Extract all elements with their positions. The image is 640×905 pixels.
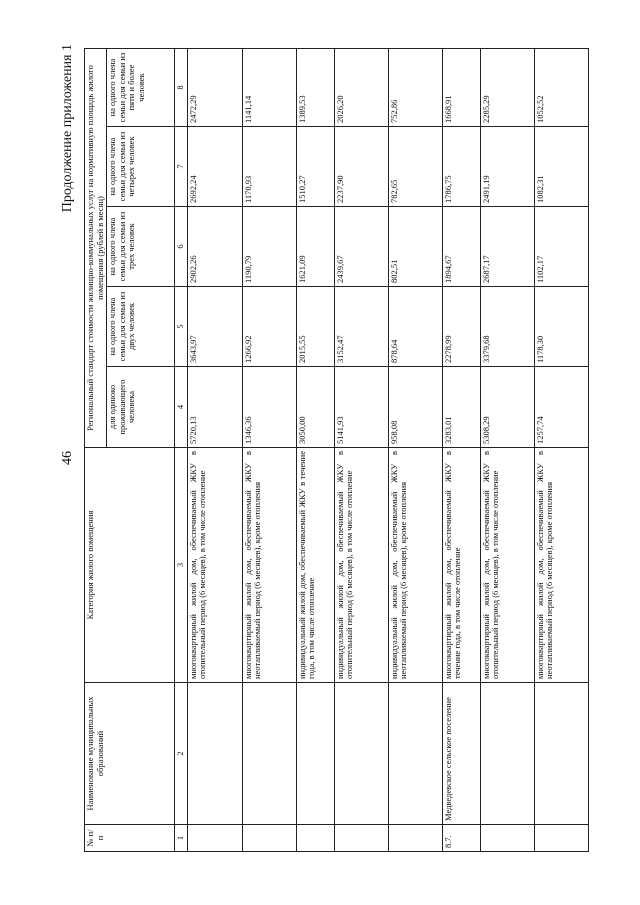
cost-value: 1346,36 [242, 367, 296, 448]
cost-value: 752,86 [388, 49, 442, 127]
dwelling-category: многоквартирный жилой дом, обеспечиваемый ЖКУ в отопительный период (6 месяцев), в том числе отопление [187, 448, 242, 683]
row-number [480, 825, 534, 852]
header-sub-single: для одиноко проживающего человека [107, 367, 175, 448]
municipality-name [296, 683, 334, 825]
col-number: 6 [175, 207, 188, 287]
header-sub-five: на одного члена семьи для семьи из пяти и более человек [107, 49, 175, 127]
col-number: 8 [175, 49, 188, 127]
cost-value: 1510,27 [296, 127, 334, 207]
cost-value: 1052,52 [534, 49, 588, 127]
cost-value: 1082,31 [534, 127, 588, 207]
cost-value: 2285,29 [480, 49, 534, 127]
dwelling-category: индивидуальный жилой дом, обеспечиваемый ЖКУ в отопительный период (6 месяцев), в том числе отопление [334, 448, 388, 683]
cost-value: 2278,99 [442, 287, 480, 367]
municipality-name [187, 683, 242, 825]
cost-value: 802,51 [388, 207, 442, 287]
table-row [334, 49, 388, 852]
cost-value: 2902,26 [187, 207, 242, 287]
cost-value: 2015,55 [296, 287, 334, 367]
header-municipality: Наименование муниципальных образований [85, 683, 175, 825]
row-number [296, 825, 334, 852]
cost-value: 3379,68 [480, 287, 534, 367]
table-row [242, 49, 296, 852]
cost-value: 958,08 [388, 367, 442, 448]
cost-value: 2692,24 [187, 127, 242, 207]
dwelling-category: многоквартирный жилой дом, обеспечиваемый ЖКУ в неотапливаемый период (6 месяцев), кроме отопления [534, 448, 588, 683]
cost-value: 3152,47 [334, 287, 388, 367]
table-row [187, 49, 242, 852]
cost-value: 2237,90 [334, 127, 388, 207]
cost-value: 1668,91 [442, 49, 480, 127]
cost-value: 1266,92 [242, 287, 296, 367]
row-number [334, 825, 388, 852]
cost-value: 1389,53 [296, 49, 334, 127]
cost-value: 2472,29 [187, 49, 242, 127]
dwelling-category: многоквартирный жилой дом, обеспечиваемый ЖКУ в неотапливаемый период (6 месяцев), кроме отопления [242, 448, 296, 683]
cost-value: 1102,17 [534, 207, 588, 287]
row-number [534, 825, 588, 852]
table-row [388, 49, 442, 852]
cost-value: 1141,14 [242, 49, 296, 127]
cost-value: 2439,67 [334, 207, 388, 287]
cost-value: 2026,20 [334, 49, 388, 127]
cost-value: 2687,17 [480, 207, 534, 287]
cost-value: 878,64 [388, 287, 442, 367]
dwelling-category: индивидуальный жилой дом, обеспечиваемый ЖКУ в течение года, в том числе отопление [296, 448, 334, 683]
cost-value: 2491,19 [480, 127, 534, 207]
col-number: 5 [175, 287, 188, 367]
dwelling-category: многоквартирный жилой дом, обеспечиваемый ЖКУ в течение года, в том числе отопление [442, 448, 480, 683]
table-row [442, 49, 480, 852]
header-sub-two: на одного члена семьи для семьи из двух человек [107, 287, 175, 367]
municipality-name [480, 683, 534, 825]
cost-value: 1786,75 [442, 127, 480, 207]
dwelling-category: многоквартирный жилой дом, обеспечиваемый ЖКУ в отопительный период (6 месяцев), в том числе отопление [480, 448, 534, 683]
col-number: 2 [175, 683, 188, 825]
row-number [187, 825, 242, 852]
header-row-1 [85, 49, 107, 852]
cost-value: 1257,74 [534, 367, 588, 448]
header-num: № п/п [85, 825, 175, 852]
cost-value: 5141,93 [334, 367, 388, 448]
cost-value: 1170,93 [242, 127, 296, 207]
column-number-row [175, 49, 188, 852]
header-group-standard: Региональный стандарт стоимости жилищно-коммунальных услуг на нормативную площадь жилого помещения (рублей в месяц) [85, 49, 107, 448]
tariff-table [84, 48, 589, 852]
header-sub-three: на одного члена семьи для семьи из трех человек [107, 207, 175, 287]
cost-value: 5308,29 [480, 367, 534, 448]
col-number: 3 [175, 448, 188, 683]
header-category: Категория жилого помещения [85, 448, 175, 683]
page-number: 46 [60, 451, 75, 465]
cost-value: 5720,13 [187, 367, 242, 448]
table-row [534, 49, 588, 852]
cost-value: 782,65 [388, 127, 442, 207]
cost-value: 3050,00 [296, 367, 334, 448]
dwelling-category: индивидуальный жилой дом, обеспечиваемый ЖКУ в неотапливаемый период (6 месяцев), кроме отопления [388, 448, 442, 683]
col-number: 4 [175, 367, 188, 448]
row-number [388, 825, 442, 852]
municipality-name [242, 683, 296, 825]
table-row [480, 49, 534, 852]
municipality-name [334, 683, 388, 825]
cost-value: 1190,79 [242, 207, 296, 287]
appendix-continuation-header: Продолжение приложения 1 [60, 44, 75, 213]
row-number: 8.7. [442, 825, 480, 852]
table-row [296, 49, 334, 852]
col-number: 7 [175, 127, 188, 207]
cost-value: 1178,30 [534, 287, 588, 367]
cost-value: 1621,09 [296, 207, 334, 287]
cost-value: 3283,01 [442, 367, 480, 448]
cost-value: 3643,97 [187, 287, 242, 367]
row-number [242, 825, 296, 852]
municipality-name [534, 683, 588, 825]
col-number: 1 [175, 825, 188, 852]
cost-value: 1894,67 [442, 207, 480, 287]
municipality-name: Медведевское сельское поселение [442, 683, 480, 825]
header-sub-four: на одного члена семьи для семьи из четырех человек [107, 127, 175, 207]
municipality-name [388, 683, 442, 825]
